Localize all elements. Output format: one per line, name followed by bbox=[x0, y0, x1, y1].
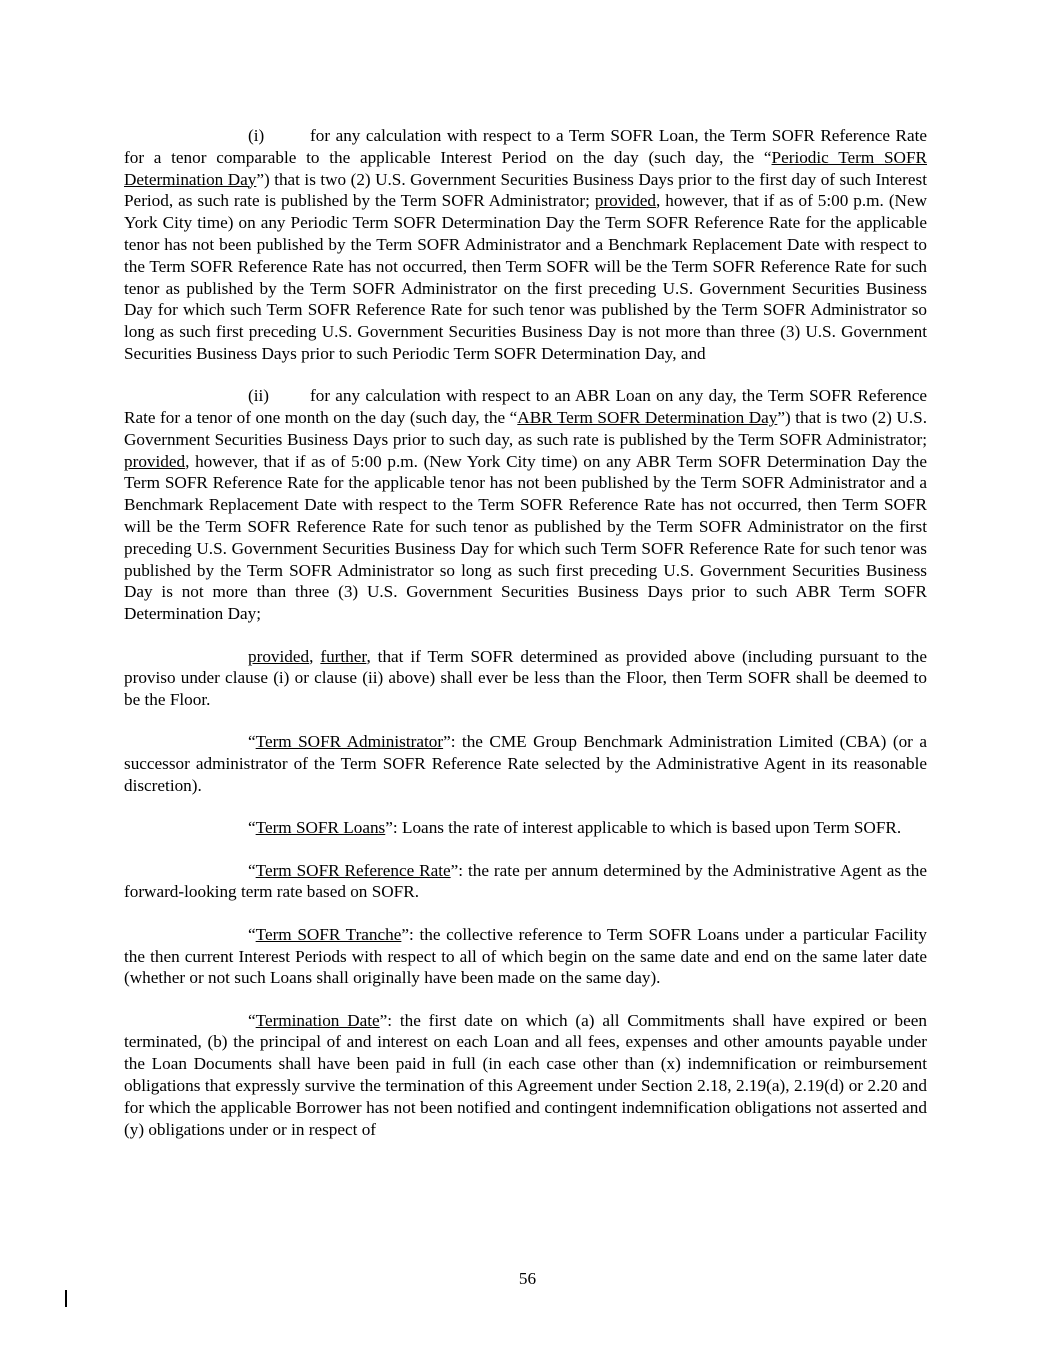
definition-termination-date bbox=[124, 1010, 927, 1141]
proviso-paragraph bbox=[124, 646, 927, 711]
definition-text: ”: the first date on which (a) all Commitments shall have expired or been terminated, (b) the principal of and interest on each Loan and all fees, expenses and other amounts payable under the Loan Documents shall have been paid in full (in each case other than (x) indemnification or reimbursement obligations that expressly survive the termination of this Agreement under Section 2.18, 2.19(a), 2.19(d) or 2.20 and for which the applicable Borrower has not been notified and contingent indemnification obligations not asserted and (y) obligations under or in respect of bbox=[124, 1010, 927, 1139]
clause-i-text-3: , however, that if as of 5:00 p.m. (New York City time) on any Periodic Term SOFR Determination Day the Term SOFR Reference Rate for the applicable tenor has not been published by the Term SOFR Administrator and a Benchmark Replacement Date with respect to the Term SOFR Reference Rate has not occurred, then Term SOFR will be the Term SOFR Reference Rate for such tenor as published by the Term SOFR Administrator on the first preceding U.S. Government Securities Business Day for which such Term SOFR Reference Rate for such tenor was published by the Term SOFR Administrator so long as such first preceding U.S. Government Securities Business Day is not more than three (3) U.S. Government Securities Business Days prior to such Periodic Term SOFR Determination Day, and bbox=[124, 191, 927, 363]
clause-i-provided: provided bbox=[594, 191, 656, 211]
proviso-comma: , bbox=[309, 646, 321, 666]
definition-open-quote: “ bbox=[248, 860, 256, 880]
definition-term-sofr-reference-rate bbox=[124, 860, 927, 904]
clause-i-text-2: ”) that is two (2) U.S. Government Securities Business Days prior to the first day of such Interest Period, as such rate is published by the Term SOFR Administrator; bbox=[124, 169, 927, 211]
clause-ii-text-2: ”) that is two (2) U.S. Government Securities Business Days prior to such day, as such rate is published by the Term SOFR Administrator; bbox=[124, 408, 927, 449]
defined-term: Term SOFR Loans bbox=[255, 818, 386, 838]
definition-open-quote: “ bbox=[248, 732, 256, 752]
proviso-provided: provided bbox=[248, 646, 310, 666]
definition-text: ”: the collective reference to Term SOFR Loans under a particular Facility the then current Interest Periods with respect to all of which begin on the same date and end on the same later date (whether or not such Loans shall originally have been made on the same day). bbox=[124, 924, 927, 988]
defined-term: Term SOFR Reference Rate bbox=[255, 860, 451, 880]
defined-term: Term SOFR Administrator bbox=[255, 732, 444, 752]
defined-term: Term SOFR Tranche bbox=[255, 924, 402, 944]
definition-open-quote: “ bbox=[248, 818, 256, 838]
proviso-further: further bbox=[320, 646, 367, 666]
clause-ii-provided: provided bbox=[124, 451, 186, 471]
clause-ii-number: (ii) bbox=[248, 386, 269, 406]
definition-term-sofr-loans bbox=[124, 817, 927, 839]
definition-open-quote: “ bbox=[248, 1010, 256, 1030]
clause-i-paragraph bbox=[124, 125, 927, 365]
proviso-text: , that if Term SOFR determined as provided above (including pursuant to the proviso under clause (i) or clause (ii) above) shall ever be less than the Floor, then Term SOFR shall be deemed to be the Floor. bbox=[124, 646, 927, 710]
clause-ii-paragraph bbox=[124, 385, 927, 625]
clause-ii-text-3: , however, that if as of 5:00 p.m. (New York City time) on any ABR Term SOFR Determination Day the Term SOFR Reference Rate for the applicable tenor has not been published by the Term SOFR Administrator and a Benchmark Replacement Date with respect to the Term SOFR Reference Rate has not occurred, then Term SOFR will be the Term SOFR Reference Rate for such tenor as published by the Term SOFR Administrator on the first preceding U.S. Government Securities Business Day for which such Term SOFR Reference Rate for such tenor was published by the Term SOFR Administrator so long as such first preceding U.S. Government Securities Business Day is not more than three (3) U.S. Government Securities Business Days prior to such ABR Term SOFR Determination Day; bbox=[124, 451, 927, 624]
definition-open-quote: “ bbox=[248, 924, 256, 944]
clause-i-text-1: for any calculation with respect to a Term SOFR Loan, the Term SOFR Reference Rate for a tenor comparable to the applicable Interest Period on the day (such day, the “ bbox=[124, 126, 927, 167]
page-number: 56 bbox=[518, 1269, 537, 1288]
definition-text: ”: the rate per annum determined by the Administrative Agent as the forward-looking term rate based on SOFR. bbox=[124, 860, 927, 902]
definition-text: ”: the CME Group Benchmark Administration Limited (CBA) (or a successor administrator of the Term SOFR Reference Rate selected by the Administrative Agent in its reasonable discretion). bbox=[124, 732, 927, 796]
clause-i-number: (i) bbox=[248, 126, 265, 145]
definition-term-sofr-administrator bbox=[124, 731, 927, 796]
definition-term-sofr-tranche bbox=[124, 924, 927, 989]
clause-ii-text-1: for any calculation with respect to an ABR Loan on any day, the Term SOFR Reference Rate for a tenor of one month on the day (such day, the “ bbox=[124, 386, 927, 428]
defined-term-periodic-determination-day: Periodic Term SOFR Determination Day bbox=[124, 147, 927, 189]
defined-term-abr-determination-day: ABR Term SOFR Determination Day bbox=[517, 408, 778, 428]
definition-text: ”: Loans the rate of interest applicable to which is based upon Term SOFR. bbox=[385, 818, 902, 838]
revision-bar bbox=[65, 1290, 67, 1307]
document-body bbox=[124, 125, 927, 1161]
defined-term: Termination Date bbox=[255, 1010, 380, 1030]
